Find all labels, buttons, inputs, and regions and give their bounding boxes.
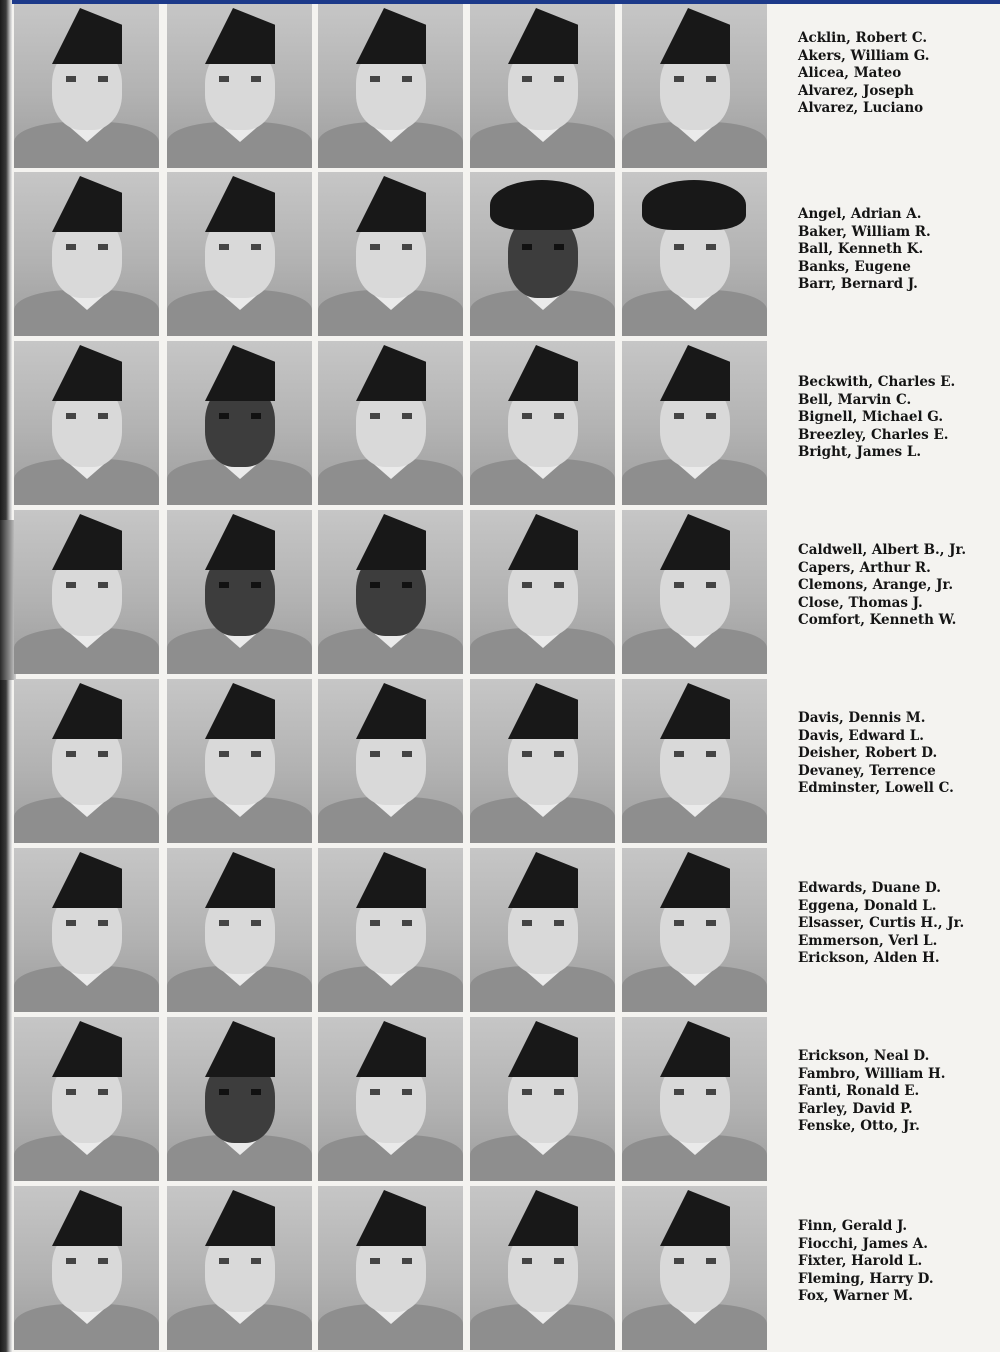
portrait-photo (14, 172, 159, 336)
garrison-cap (205, 852, 275, 908)
eyes (522, 413, 564, 419)
portrait-photo (167, 1017, 312, 1181)
name-entry: Akers, William G. (798, 47, 930, 64)
name-entry: Fenske, Otto, Jr. (798, 1118, 920, 1135)
garrison-cap (660, 345, 730, 401)
name-entry: Fanti, Ronald E. (798, 1083, 920, 1100)
eyes (219, 1258, 261, 1264)
name-list (798, 206, 998, 294)
eyes (522, 582, 564, 588)
portrait-photo (318, 1186, 463, 1350)
eyes (219, 920, 261, 926)
portrait-photo (167, 848, 312, 1012)
portrait-photo (470, 848, 615, 1012)
garrison-cap (205, 683, 275, 739)
eyes (66, 582, 108, 588)
name-entry: Deisher, Robert D. (798, 745, 938, 762)
eyes (66, 1258, 108, 1264)
garrison-cap (52, 1021, 122, 1077)
name-entry: Close, Thomas J. (798, 594, 923, 611)
portrait-photo (622, 510, 767, 674)
garrison-cap (508, 514, 578, 570)
garrison-cap (508, 1190, 578, 1246)
portrait-row (14, 1186, 774, 1352)
name-list (798, 880, 998, 968)
garrison-cap (205, 176, 275, 232)
eyes (370, 244, 412, 250)
portrait-row (14, 1017, 774, 1183)
portrait-photo (14, 1017, 159, 1181)
eyes (219, 751, 261, 757)
portrait-photo (470, 510, 615, 674)
eyes (66, 920, 108, 926)
name-list (798, 374, 998, 462)
garrison-cap (508, 8, 578, 64)
garrison-cap (356, 345, 426, 401)
portrait-photo (14, 4, 159, 168)
eyes (370, 76, 412, 82)
portrait-row (14, 679, 774, 845)
name-entry: Farley, David P. (798, 1100, 913, 1117)
name-entry: Beckwith, Charles E. (798, 374, 956, 390)
name-entry: Alvarez, Joseph (798, 82, 914, 99)
name-entry: Fambro, William H. (798, 1065, 946, 1082)
garrison-cap (660, 852, 730, 908)
garrison-cap (508, 345, 578, 401)
garrison-cap (356, 683, 426, 739)
garrison-cap (52, 345, 122, 401)
name-entry: Clemons, Arange, Jr. (798, 577, 954, 594)
name-entry: Alicea, Mateo (798, 65, 902, 82)
eyes (370, 582, 412, 588)
portrait-photo (318, 4, 463, 168)
portrait-photo (470, 341, 615, 505)
eyes (370, 751, 412, 757)
portrait-photo (167, 172, 312, 336)
eyes (370, 920, 412, 926)
portrait-photo (622, 341, 767, 505)
garrison-cap (52, 683, 122, 739)
eyes (370, 413, 412, 419)
portrait-photo (470, 679, 615, 843)
garrison-cap (52, 514, 122, 570)
portrait-row (14, 4, 774, 170)
portrait-row (14, 848, 774, 1014)
eyes (219, 244, 261, 250)
garrison-cap (356, 514, 426, 570)
name-entry: Erickson, Alden H. (798, 950, 940, 967)
garrison-cap (205, 8, 275, 64)
garrison-cap (660, 1021, 730, 1077)
name-entry: Fox, Warner M. (798, 1288, 914, 1305)
garrison-cap (660, 683, 730, 739)
eyes (674, 582, 716, 588)
portrait-photo (470, 1186, 615, 1350)
portrait-photo (167, 1186, 312, 1350)
portrait-photo (318, 679, 463, 843)
garrison-cap (205, 1021, 275, 1077)
name-entry: Comfort, Kenneth W. (798, 612, 957, 629)
name-entry: Fiocchi, James A. (798, 1235, 928, 1252)
name-entry: Capers, Arthur R. (798, 559, 931, 576)
eyes (674, 413, 716, 419)
name-entry: Erickson, Neal D. (798, 1048, 930, 1064)
eyes (370, 1258, 412, 1264)
portrait-photo (14, 1186, 159, 1350)
eyes (522, 244, 564, 250)
name-list (798, 1048, 998, 1136)
name-entry: Fleming, Harry D. (798, 1270, 934, 1287)
name-entry: Breezley, Charles E. (798, 426, 949, 443)
name-entry: Finn, Gerald J. (798, 1218, 908, 1234)
eyes (674, 76, 716, 82)
portrait-photo (622, 679, 767, 843)
name-list (798, 710, 998, 798)
name-entry: Bignell, Michael G. (798, 409, 944, 426)
eyes (674, 244, 716, 250)
portrait-photo (318, 341, 463, 505)
eyes (66, 76, 108, 82)
name-entry: Ball, Kenneth K. (798, 241, 924, 258)
name-entry: Caldwell, Albert B., Jr. (798, 542, 967, 558)
eyes (219, 582, 261, 588)
name-entry: Davis, Dennis M. (798, 710, 926, 726)
garrison-cap (356, 8, 426, 64)
name-entry: Bell, Marvin C. (798, 391, 912, 408)
portrait-photo (622, 1186, 767, 1350)
garrison-cap (52, 852, 122, 908)
garrison-cap (52, 176, 122, 232)
portrait-photo (167, 679, 312, 843)
name-list (798, 1218, 998, 1306)
portrait-photo (622, 848, 767, 1012)
name-entry: Emmerson, Verl L. (798, 932, 938, 949)
garrison-cap (356, 1190, 426, 1246)
name-entry: Angel, Adrian A. (798, 206, 922, 222)
name-entry: Elsasser, Curtis H., Jr. (798, 915, 965, 932)
portrait-photo (470, 1017, 615, 1181)
service-cap (490, 180, 594, 230)
garrison-cap (205, 345, 275, 401)
portrait-photo (622, 172, 767, 336)
portrait-photo (318, 848, 463, 1012)
eyes (370, 1089, 412, 1095)
portrait-photo (167, 341, 312, 505)
garrison-cap (52, 1190, 122, 1246)
portrait-photo (167, 4, 312, 168)
garrison-cap (356, 852, 426, 908)
portrait-photo (318, 172, 463, 336)
portrait-photo (14, 510, 159, 674)
garrison-cap (205, 514, 275, 570)
garrison-cap (508, 852, 578, 908)
portrait-photo (14, 848, 159, 1012)
name-list (798, 542, 998, 630)
name-entry: Edwards, Duane D. (798, 880, 941, 896)
portrait-photo (622, 4, 767, 168)
garrison-cap (660, 1190, 730, 1246)
eyes (522, 1258, 564, 1264)
eyes (522, 920, 564, 926)
eyes (674, 1258, 716, 1264)
name-entry: Bright, James L. (798, 444, 922, 461)
portrait-photo (470, 4, 615, 168)
service-cap (642, 180, 746, 230)
eyes (66, 751, 108, 757)
garrison-cap (356, 1021, 426, 1077)
garrison-cap (660, 8, 730, 64)
eyes (674, 920, 716, 926)
eyes (66, 244, 108, 250)
garrison-cap (660, 514, 730, 570)
portrait-photo (167, 510, 312, 674)
name-entry: Acklin, Robert C. (798, 30, 928, 46)
portrait-row (14, 510, 774, 676)
name-entry: Barr, Bernard J. (798, 276, 918, 293)
garrison-cap (356, 176, 426, 232)
portrait-row (14, 172, 774, 338)
garrison-cap (205, 1190, 275, 1246)
portrait-photo (318, 1017, 463, 1181)
name-entry: Eggena, Donald L. (798, 897, 937, 914)
portrait-photo (14, 679, 159, 843)
eyes (522, 751, 564, 757)
name-entry: Baker, William R. (798, 223, 931, 240)
name-entry: Alvarez, Luciano (798, 100, 924, 117)
eyes (522, 1089, 564, 1095)
portrait-photo (14, 341, 159, 505)
eyes (219, 413, 261, 419)
eyes (674, 1089, 716, 1095)
garrison-cap (508, 1021, 578, 1077)
name-entry: Banks, Eugene (798, 258, 911, 275)
eyes (219, 1089, 261, 1095)
name-entry: Edminster, Lowell C. (798, 780, 954, 797)
portrait-photo (470, 172, 615, 336)
garrison-cap (52, 8, 122, 64)
garrison-cap (508, 683, 578, 739)
eyes (219, 76, 261, 82)
portrait-photo (318, 510, 463, 674)
eyes (674, 751, 716, 757)
name-entry: Davis, Edward L. (798, 727, 924, 744)
eyes (522, 76, 564, 82)
eyes (66, 413, 108, 419)
portrait-photo (622, 1017, 767, 1181)
name-list (798, 30, 998, 118)
eyes (66, 1089, 108, 1095)
portrait-row (14, 341, 774, 507)
name-entry: Devaney, Terrence (798, 762, 936, 779)
name-entry: Fixter, Harold L. (798, 1253, 923, 1270)
